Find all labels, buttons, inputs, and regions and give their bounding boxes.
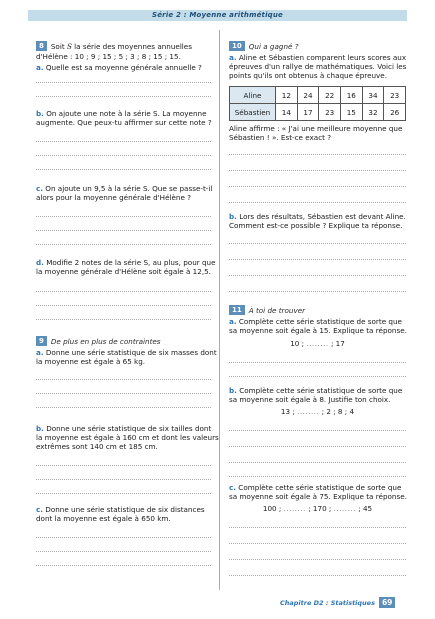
answer-line[interactable] (229, 243, 406, 244)
exercise-number-badge: 9 (36, 336, 47, 346)
question-text: Quelle est sa moyenne générale annuelle ? (45, 63, 202, 72)
ex10-question-b (229, 212, 406, 230)
answer-line[interactable] (229, 154, 406, 155)
ex11-question-c (229, 483, 407, 501)
question-text: On ajoute un 9,5 à la série S. Que se passe-t-il (45, 184, 213, 193)
question-label: b. (36, 424, 44, 433)
series-value: 13 ; (280, 407, 295, 416)
section-header (28, 10, 407, 21)
ex11-series-c (229, 504, 406, 513)
table-cell: 23 (384, 87, 406, 104)
ex8-variable: S (66, 41, 72, 51)
series-value: ; 170 ; (308, 504, 332, 513)
page-number: 69 (379, 597, 395, 608)
table-cell: 22 (319, 87, 341, 104)
answer-line[interactable] (229, 291, 406, 292)
question-text: Comment est-ce possible ? Explique ta réponse. (229, 221, 403, 230)
answer-line[interactable] (229, 170, 406, 171)
table-cell: 26 (384, 104, 406, 121)
question-label: c. (229, 483, 236, 492)
series-value: 100 ; (262, 504, 282, 513)
exercise-11-header (229, 305, 305, 315)
answer-line[interactable] (229, 446, 406, 447)
question-text: Complète cette série statistique de sorte que (239, 386, 403, 395)
question-label: c. (36, 505, 43, 514)
ex8-question-a (36, 63, 202, 72)
question-text: points qu'ils ont obtenus à chaque épreuve. (229, 71, 388, 80)
question-text: la moyenne générale d'Hélène soit égale à 12,5. (36, 267, 211, 276)
exercise-number-badge: 10 (229, 41, 245, 51)
question-label: a. (229, 317, 237, 326)
answer-line[interactable] (36, 216, 211, 217)
question-label: a. (36, 63, 44, 72)
exercise-9-header (36, 336, 161, 346)
section-title: Série 2 : Moyenne arithmétique (151, 11, 284, 20)
fill-in-blank[interactable]: ........ (333, 504, 356, 513)
answer-line[interactable] (229, 259, 406, 260)
ex11-series-a (229, 339, 406, 348)
table-cell: 15 (340, 104, 362, 121)
question-text: Sébastien ! ». Est-ce exact ? (229, 133, 332, 142)
question-text: Aline et Sébastien comparent leurs scores aux (238, 53, 407, 62)
question-text: sa moyenne soit égale à 8. Justifie ton choix. (229, 395, 391, 404)
table-cell: 16 (340, 87, 362, 104)
exercise-title: À toi de trouver (248, 305, 306, 315)
exercise-8-header (36, 41, 192, 51)
answer-line[interactable] (36, 141, 211, 142)
ex8-intro-line1 (51, 42, 192, 51)
answer-line[interactable] (36, 230, 211, 231)
fill-in-blank[interactable]: ........ (306, 339, 329, 348)
table-row (230, 104, 406, 121)
question-text: Complète cette série statistique de sorte que (238, 317, 402, 326)
chapter-title: Chapitre D2 : Statistiques (280, 598, 375, 607)
table-row-name: Aline (230, 87, 276, 104)
exercise-10-header (229, 41, 299, 51)
answer-line[interactable] (36, 537, 211, 538)
question-text: Donne une série statistique de six masses dont (45, 348, 217, 357)
question-text: Complète cette série statistique de sorte que (238, 483, 402, 492)
question-text: Donne une série statistique de six distances (45, 505, 205, 514)
question-text: épreuves d'un rallye de mathématiques. Voici les (229, 62, 407, 71)
question-label: b. (229, 212, 237, 221)
answer-line[interactable] (229, 527, 406, 528)
answer-line[interactable] (36, 479, 211, 480)
question-text: la moyenne est égale à 160 cm et dont les valeurs (36, 433, 219, 442)
answer-line[interactable] (36, 305, 211, 306)
question-text: alors pour la moyenne générale d'Hélène ? (36, 193, 192, 202)
exercise-number-badge: 11 (229, 305, 245, 315)
ex10-claim (229, 124, 402, 142)
question-label: a. (36, 348, 44, 357)
table-cell: 14 (276, 104, 298, 121)
question-label: b. (36, 109, 44, 118)
ex11-series-b (229, 407, 406, 416)
ex10-question-a (229, 53, 406, 80)
ex9-question-a (36, 348, 217, 366)
ex9-question-c (36, 505, 205, 523)
series-value: ; 17 (330, 339, 345, 348)
ex8-question-b (36, 109, 212, 127)
question-text: Aline affirme : « J'ai une meilleure moyenne que (229, 124, 403, 133)
ex8-intro-post: la série des moyennes annuelles (71, 41, 192, 51)
series-value: 10 ; (290, 339, 305, 348)
table-row-name: Sébastien (230, 104, 276, 121)
ex8-question-c (36, 184, 212, 202)
question-text: augmente. Que peux-tu affirmer sur cette note ? (36, 118, 212, 127)
answer-line[interactable] (36, 82, 211, 83)
fill-in-blank[interactable]: ........ (283, 504, 306, 513)
answer-line[interactable] (229, 543, 406, 544)
question-text: Donne une série statistique de six tailles dont (46, 424, 212, 433)
ex8-intro-pre: Soit (50, 41, 67, 51)
answer-line[interactable] (229, 575, 406, 576)
ex11-question-a (229, 317, 407, 335)
page-footer (280, 597, 395, 608)
question-text: Lors des résultats, Sébastien est devant Aline. (239, 212, 406, 221)
ex9-question-b (36, 424, 219, 451)
table-row (230, 87, 406, 104)
answer-line[interactable] (36, 565, 211, 566)
exercise-title: Qui a gagné ? (248, 41, 299, 51)
fill-in-blank[interactable]: ........ (297, 407, 320, 416)
exercise-title: De plus en plus de contraintes (50, 336, 161, 346)
question-text: sa moyenne soit égale à 75. Explique ta réponse. (229, 492, 407, 501)
answer-line[interactable] (229, 202, 406, 203)
answer-line[interactable] (36, 393, 211, 394)
question-label: a. (229, 53, 237, 62)
answer-line[interactable] (36, 319, 211, 320)
answer-line[interactable] (36, 407, 211, 408)
question-text: Modifie 2 notes de la série S, au plus, pour que (46, 258, 216, 267)
answer-line[interactable] (229, 376, 406, 377)
ex8-question-d (36, 258, 216, 276)
ex11-question-b (229, 386, 402, 404)
question-text: extrêmes sont 140 cm et 185 cm. (36, 442, 158, 451)
column-divider (219, 30, 220, 590)
exercise-number-badge: 8 (36, 41, 47, 51)
question-text: dont la moyenne est égale à 650 km. (36, 514, 171, 523)
answer-line[interactable] (36, 169, 211, 170)
answer-line[interactable] (36, 493, 211, 494)
scores-table (229, 86, 406, 121)
question-label: b. (229, 386, 237, 395)
answer-line[interactable] (36, 465, 211, 466)
answer-line[interactable] (36, 291, 211, 292)
question-text: On ajoute une note à la série S. La moyenne (46, 109, 207, 118)
answer-line[interactable] (229, 362, 406, 363)
answer-line[interactable] (36, 96, 211, 97)
series-value: ; 2 ; 8 ; 4 (321, 407, 355, 416)
question-text: la moyenne est égale à 65 kg. (36, 357, 146, 366)
answer-line[interactable] (36, 244, 211, 245)
table-cell: 23 (319, 104, 341, 121)
question-text: sa moyenne soit égale à 15. Explique ta réponse. (229, 326, 407, 335)
table-cell: 12 (276, 87, 298, 104)
answer-line[interactable] (36, 551, 211, 552)
ex8-intro-line2: d'Hélène : 10 ; 9 ; 15 ; 5 ; 3 ; 8 ; 15 ; 15. (36, 52, 181, 61)
question-label: c. (36, 184, 43, 193)
answer-line[interactable] (36, 379, 211, 380)
table-cell: 32 (362, 104, 384, 121)
answer-line[interactable] (229, 476, 406, 477)
question-label: d. (36, 258, 44, 267)
table-cell: 34 (362, 87, 384, 104)
table-cell: 24 (297, 87, 319, 104)
series-value: ; 45 (358, 504, 373, 513)
answer-line[interactable] (229, 462, 406, 463)
answer-line[interactable] (229, 430, 406, 431)
answer-line[interactable] (229, 186, 406, 187)
answer-line[interactable] (36, 155, 211, 156)
answer-line[interactable] (229, 559, 406, 560)
answer-line[interactable] (229, 275, 406, 276)
table-cell: 17 (297, 104, 319, 121)
